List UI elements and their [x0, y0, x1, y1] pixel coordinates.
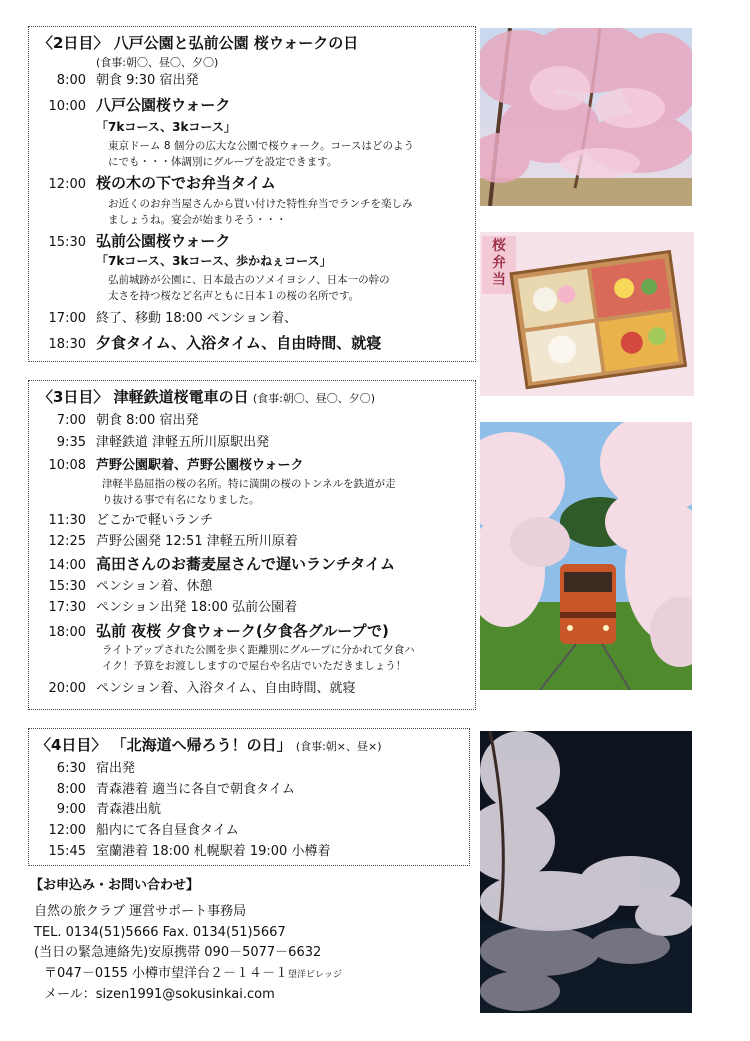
- schedule-row: 12:25 芦野公園発 12:51 津軽五所川原着: [48, 534, 298, 549]
- schedule-row: 12:00 船内にて各自昼食タイム: [48, 823, 239, 838]
- schedule-row: 18:30 夕食タイム、入浴タイム、自由時間、就寝: [48, 334, 382, 352]
- contact-address: 〒047－0155 小樽市望洋台２－１４－１: [44, 966, 289, 981]
- schedule-row: 10:00 八戸公園桜ウォーク: [48, 96, 231, 114]
- train-photo: [480, 422, 692, 690]
- schedule-row: 18:00 弘前 夜桜 夕食ウォーク(夕食各グループで): [48, 622, 389, 640]
- schedule-row: 8:00 朝食 9:30 宿出発: [56, 73, 199, 88]
- schedule-row: 17:00 終了、移動 18:00 ペンション着、: [48, 311, 298, 326]
- contact-org: 自然の旅クラブ 運営サポート事務局: [34, 904, 247, 919]
- schedule-row: 6:30 宿出発: [56, 761, 136, 776]
- day4-heading: 〈4日目〉 「北海道へ帰ろう！の日」: [36, 736, 292, 754]
- schedule-row: 8:00 青森港着 適当に各自で朝食タイム: [56, 782, 295, 797]
- contact-address-row: [44, 964, 342, 985]
- description: 弘前城跡が公園に、日本最古のソメイヨシノ、日本一の幹の 太さを持つ桜など名声ともに日本１の桜の名所です。: [108, 274, 390, 302]
- contact-title: 【お申込み・お問い合わせ】: [30, 878, 200, 893]
- bento-photo: [480, 232, 694, 396]
- contact-emergency: (当日の緊急連絡先)安原携帯 090－5077－6632: [34, 945, 322, 960]
- day4-meals: (食事:朝×、昼×): [295, 740, 382, 753]
- schedule-row: 7:00 朝食 8:00 宿出発: [56, 413, 199, 428]
- bento-label: 桜弁当: [492, 238, 506, 288]
- day4-heading-row: [36, 736, 382, 756]
- schedule-row: 10:08 芦野公園駅着、芦野公園桜ウォーク: [48, 458, 304, 473]
- day2-meals: (食事:朝〇、昼〇、夕〇): [96, 56, 219, 69]
- day3-heading-row: [38, 388, 375, 408]
- course-label: 「7kコース、3kコース」: [96, 120, 236, 134]
- course-label: 「7kコース、3kコース、歩かねぇコース」: [96, 254, 332, 268]
- cherry-blossom-photo: [480, 28, 692, 206]
- schedule-row: 17:30 ペンション出発 18:00 弘前公園着: [48, 600, 298, 615]
- description: 津軽半島屈指の桜の名所。特に満開の桜のトンネルを鉄道が走 り抜ける事で有名になりました。: [102, 478, 396, 506]
- schedule-row: 11:30 どこかで軽いランチ: [48, 513, 214, 528]
- schedule-row: 15:30 ペンション着、休憩: [48, 579, 213, 594]
- schedule-row: 12:00 桜の木の下でお弁当タイム: [48, 174, 276, 192]
- day3-heading: 〈3日目〉 津軽鉄道桜電車の日: [38, 388, 249, 406]
- schedule-row: 15:45 室蘭港着 18:00 札幌駅着 19:00 小樽着: [48, 844, 331, 859]
- contact-tel: TEL. 0134(51)5666 Fax. 0134(51)5667: [34, 925, 286, 940]
- contact-mail[interactable]: メール：sizen1991@sokusinkai.com: [44, 987, 275, 1002]
- description: 東京ドーム 8 個分の広大な公園で桜ウォーク。コースはどのよう にでも・・・体調別にグループを設定できます。: [108, 140, 414, 168]
- night-sakura-photo: [480, 731, 692, 1013]
- day3-meals: (食事:朝〇、昼〇、夕〇): [252, 392, 376, 405]
- description: ライトアップされた公園を歩く距離別にグループに分かれて夕食ハ イク！予算をお渡ししますので屋台や名店でいただきましょう！: [102, 644, 415, 672]
- schedule-row: 14:00 高田さんのお蕎麦屋さんで遅いランチタイム: [48, 555, 395, 573]
- day2-heading: 〈2日目〉 八戸公園と弘前公園 桜ウォークの日: [38, 34, 359, 52]
- schedule-row: 9:00 青森港出航: [56, 802, 162, 817]
- schedule-row: 9:35 津軽鉄道 津軽五所川原駅出発: [56, 435, 270, 450]
- description: お近くのお弁当屋さんから買い付けた特性弁当でランチを楽しみ ましょうね。宴会が始まりそう・・・: [108, 198, 413, 226]
- contact-address-small: 望洋ビレッジ: [288, 970, 342, 980]
- schedule-row: 15:30 弘前公園桜ウォーク: [48, 232, 231, 250]
- schedule-row: 20:00 ペンション着、入浴タイム、自由時間、就寝: [48, 681, 356, 696]
